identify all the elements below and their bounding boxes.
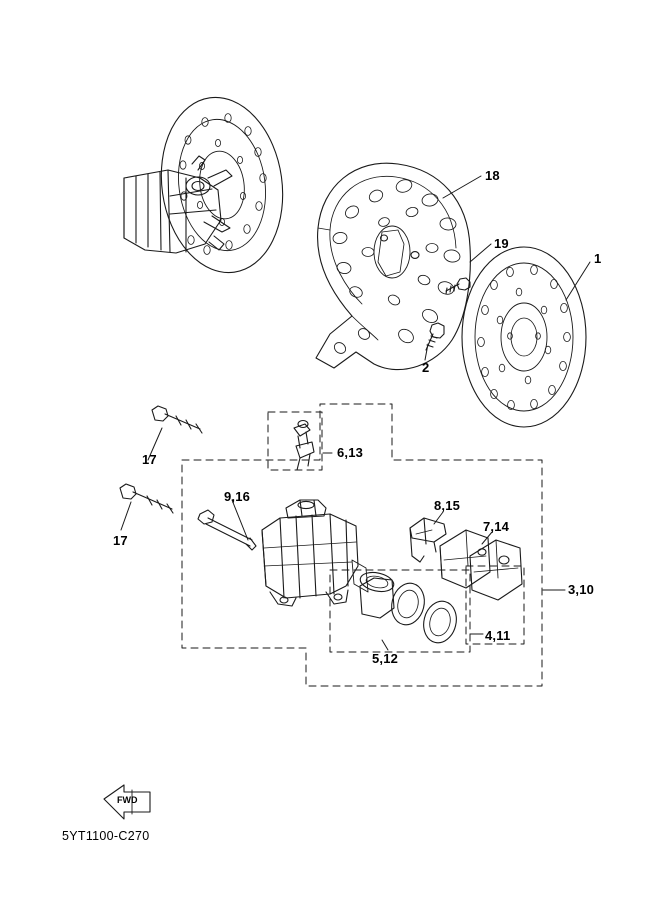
callout-18: 18 [485, 168, 500, 183]
callout-3-10: 3,10 [568, 582, 595, 597]
part-17-bolts [120, 406, 202, 513]
callout-9-16: 9,16 [224, 489, 251, 504]
part-9-16-slide-pin [198, 510, 256, 550]
part-6-13-bleed-screw [294, 421, 314, 471]
part-5-12-pistons-seals [359, 570, 461, 647]
callout-17-upper: 17 [142, 452, 157, 467]
part-7-14-3-10-brake-pads [440, 530, 522, 600]
callout-7-14: 7,14 [483, 519, 510, 534]
callout-1: 1 [594, 251, 602, 266]
part-2-bolt [426, 323, 444, 350]
callout-5-12: 5,12 [372, 651, 399, 666]
callout-19: 19 [494, 236, 509, 251]
callout-6-13: 6,13 [337, 445, 364, 460]
caliper-body [262, 500, 368, 606]
part-1-brake-disc [462, 247, 586, 427]
fwd-label: FWD [117, 795, 138, 805]
callout-4-11: 4,11 [485, 628, 511, 643]
diagram-part-code: 5YT1100-C270 [62, 829, 150, 843]
part-18-disc-cover [316, 163, 470, 369]
callout-8-15: 8,15 [434, 498, 461, 513]
part-19-bolt [446, 278, 470, 294]
upper-left-assembly [124, 90, 294, 281]
callout-17-lower: 17 [113, 533, 128, 548]
callout-2: 2 [422, 360, 430, 375]
